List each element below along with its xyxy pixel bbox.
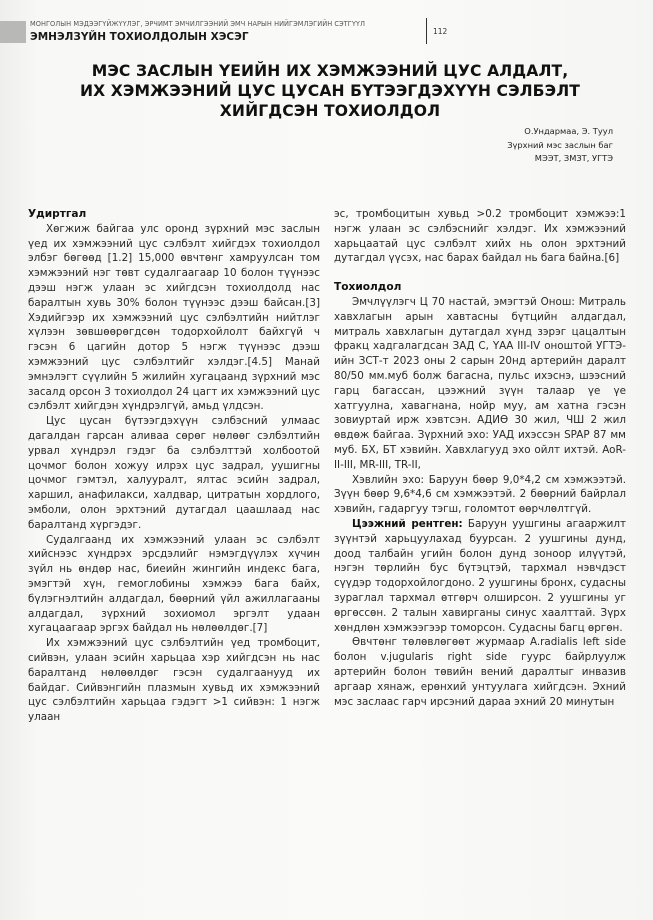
paragraph-continuation: эс, тромбоцитын хувьд >0.2 тромбоцит хэмжээ:1 нэгж улаан эс сэлбэснийг хэлдэг. Их хэмжээний харьцаатай цус сэлбэлт хийх нь олон эрхтэний дутагдал үүсэх, нас барах байдал нь бага байна.[6]: [334, 208, 626, 265]
authors: О.Ундармаа, Э. Туул: [524, 126, 613, 136]
paragraph: Судалгаанд их хэмжээний улаан эс сэлбэлт хийснээс хүндрэх эрсдэлийг нэмэгдүүлэх хүчин зүйл нь өндөр нас, биеийн жингийн индекс бага, эмэгтэй хүн, гемоглобины хэмжээ бага байх, бүлэгнэлтийн алдагдал, бөөрний үйл ажиллагааны алдагдал, зүрхний зохиомол эргэлт удаан хугацаагаар эргэх байдал нь нөлөөлдөг.[7]: [28, 533, 320, 635]
header-divider: [426, 18, 427, 44]
paragraph: Өвчтөнг төлөвлөгөөт журмаар A.radialis left side болон v.jugularis right side гуурс байрлуулж артерийн болон төвийн вений даралтыг инвазив аргаар хянаж, ерөнхий унтуулага хийгдсэн. Эхний мэс заслаас гарч ирсэний дараа эхний 20 минутын: [334, 636, 626, 708]
running-header: [0, 16, 653, 56]
xray-label: Цээжний рентген:: [352, 517, 463, 530]
left-column: [28, 207, 320, 725]
title-line: МЭС ЗАСЛЫН ҮЕИЙН ИХ ХЭМЖЭЭНИЙ ЦУС АЛДАЛТ,: [91, 62, 569, 80]
section-name: ЭМНЭЛЗҮЙН ТОХИОЛДОЛЫН ХЭСЭГ: [30, 31, 249, 43]
right-column: [334, 207, 626, 709]
title-line: ИХ ХЭМЖЭЭНИЙ ЦУС ЦУСАН БҮТЭЭГДЭХҮҮН СЭЛБЭЛТ: [79, 82, 580, 100]
title-line: ХИЙГДСЭН ТОХИОЛДОЛ: [219, 102, 441, 120]
affiliation: Зүрхний мэс заслын баг: [507, 139, 613, 150]
page-number: 112: [433, 27, 448, 36]
xray-text: Баруун уушгины агааржилт зүүнтэй харьцуулахад буурсан. 2 уушгины дунд, доод талбайн угийн болон дунд зоноор илүүтэй, нэгэн төрлийн бус бүтэцтэй, тархмал нэвчдэст сүүдэр тодорхойлогдоно. 2 уушгины бронх, судасны зураглал тархмал өтгөрч олширсон. 2 уушгины уг өргөссөн. 2 талын хавирганы синус хаалттай. Зүрх хөндлөн хэмжээгээр томорсон. Судасны багц өргөн.: [334, 517, 626, 634]
section-heading-introduction: Удиртгал: [28, 208, 87, 220]
section-heading-case: Тохиолдол: [334, 281, 402, 294]
journal-name: МОНГОЛЫН МЭДЭЭГҮЙЖҮҮЛЭГ, ЭРЧИМТ ЭМЧИЛГЭЭНИЙ ЭМЧ НАРЫН НИЙГЭМЛЭГИЙН СЭТГҮҮЛ: [30, 20, 365, 28]
institutions: МЭЭТ, ЗМЗТ, УГТЭ: [534, 153, 613, 163]
header-gray-block: [0, 21, 26, 43]
paragraph: Хэвлийн эхо: Баруун бөөр 9,0*4,2 см хэмжээтэй. Зүүн бөөр 9,6*4,6 см хэмжээтэй. 2 бөөрний байрлал хэвийн, гадаргуу тэгш, голомтот өөрчлөлтгүй.: [334, 473, 626, 516]
paragraph-xray: [334, 517, 626, 635]
paragraph: Хөгжиж байгаа улс оронд зүрхний мэс заслын үед их хэмжээний цус сэлбэлт хийгдэх тохиолдол элбэг бөгөөд [1.2] 15,000 өвчтөнг хамруулсан том хэмжээний нэг төвт судалгаагаар 10 болон түүнээс дээш нэгж улаан эс хийгдсэн тохиолдолд нас баралтын хувь 30% болон түүнээс дээш байсан.[3] Хэдийгээр их хэмжээний цус сэлбэлтийн нийтлэг хүлээн зөвшөөрөгдсөн тодорхойлолт байхгүй ч гэсэн 6 цагийн дотор 5 нэгж түүнээс дээш хэмжээний цус сэлбэлтийг хэлдэг.[4.5] Манай эмнэлэгт сүүлийн 5 жилийн хугацаанд зүрхний мэс засалд орсон 3 тохиолдол 24 цагт их хэмжээний цус сэлбэлт хийгдэн хүндрэлгүй, амьд үлдсэн.: [28, 222, 320, 413]
paragraph: Эмчлүүлэгч Ц 70 настай, эмэгтэй Онош: Митраль хавхлагын арын хавтасны бүтцийн алдагдал, митраль хавхлагын дутагдал хүнд зэрэг цацалтын фракц хадгалагдсан ЗАД С, ҮАА III-IV оноштой УГТЭ-ийн ЗСТ-т 2023 оны 2 сарын 20нд артерийн даралт 80/50 мм.муб болж багасна, пульс ихэснэ, шээсний гарц багассан, цээжний зүүн талаар үе үе хатгуулна, хавагнана, нойр муу, ам хатна гэсэн зовиуртай ирж хэвтсэн. АДИӨ 30 жил, ЧШ 2 жил өвдөж байгаа. Зүрхний эхо: УАД ихэссэн SPAP 87 мм муб. БХ, БТ хэвийн. Хавхлагууд эхо ойлт ихтэй. AoR-II-III, MR-III, TR-II,: [334, 295, 626, 471]
paragraph: Цус цусан бүтээгдэхүүн сэлбэсний улмаас дагалдан гарсан аливаа сөрөг нөлөөг сэлбэлтийн урвал хүндрэл гэдэг ба сэлбэлттэй холбоотой цочмог болон хожуу илрэх цус задрал, уушигны цочмог гэмтэл, халуурaлт, ялтас эсийн задрал, харшил, анафилакси, халдвар, цитратын хордлого, эмболи, олон эрхтэний дутагдал цаашлаад нас баралтанд хүргэдэг.: [28, 415, 320, 531]
author-block: [507, 125, 613, 166]
article-title: [40, 61, 620, 121]
paragraph: Их хэмжээний цус сэлбэлтийн үед тромбоцит, сийвэн, улаан эсийн харьцаа хэр хийгдсэн нь нас баралтанд нөлөөлдөг гэсэн судалгаанууд их байдаг. Сийвэнгийн плазмын хувьд их хэмжээний цус сэлбэлтийн харьцаа гэдэгт >1 сийвэн: 1 нэгж улаан: [28, 637, 320, 724]
